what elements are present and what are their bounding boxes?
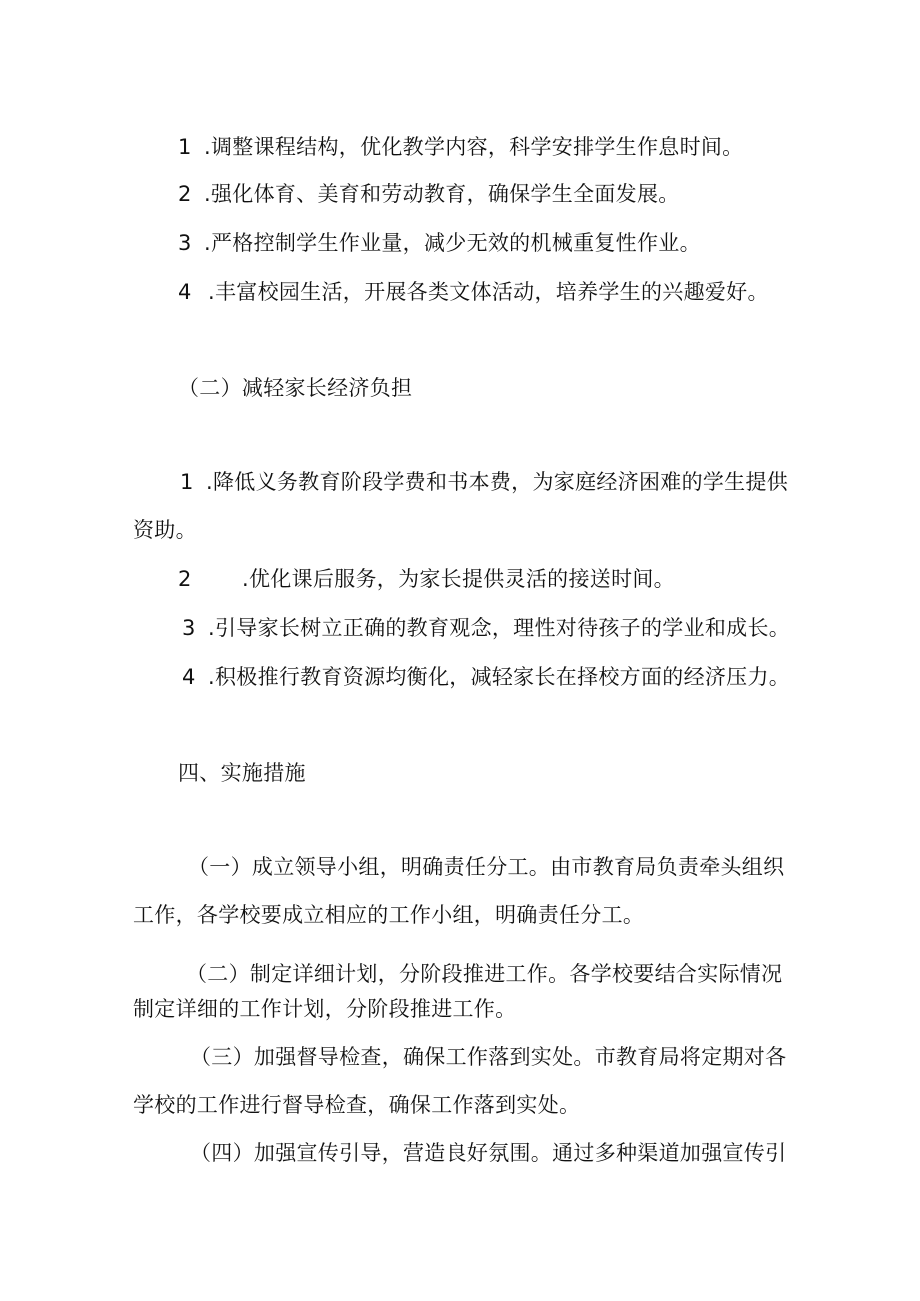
list-item [178,565,675,593]
list-item-text: .丰富校园生活，开展各类文体活动，培养学生的兴趣爱好。 [208,280,769,304]
list-item-number: 2 [178,182,192,206]
list-item-text: .积极推行教育资源均衡化，减轻家长在择校方面的经济压力。 [208,665,791,689]
list-item [178,278,769,306]
paragraph-line: 工作，各学校要成立相应的工作小组，明确责任分工。 [133,903,645,927]
list-item [178,133,743,161]
paragraph-line: （三）加强督导检查，确保工作落到实处。市教育局将定期对各 [190,1045,787,1069]
list-item-number: 3 [178,231,192,255]
list-item-text: .优化课后服务，为家长提供灵活的接送时间。 [242,567,675,591]
list-item-number: 3 [182,616,196,640]
list-item-text: .引导家长树立正确的教育观念，理性对待孩子的学业和成长。 [208,616,791,640]
list-item-text: .严格控制学生作业量，减少无效的机械重复性作业。 [204,231,701,255]
list-item-number: 1 [178,135,192,159]
paragraph-line: 制定详细的工作计划，分阶段推进工作。 [133,997,517,1021]
list-item [180,468,788,496]
section-heading: 四、实施措施 [178,761,306,785]
list-item-number: 4 [178,280,192,304]
paragraph-line: （二）制定详细计划，分阶段推进工作。各学校要结合实际情况 [186,962,783,986]
list-item-number: 1 [180,470,194,494]
list-item-number: 4 [182,665,196,689]
list-item [178,180,680,208]
subsection-heading: （二）减轻家长经济负担 [178,376,413,400]
list-item [178,229,701,257]
list-item [182,663,790,691]
paragraph-line: 学校的工作进行督导检查，确保工作落到实处。 [133,1093,581,1117]
list-item-continuation: 资助。 [133,518,197,542]
list-item-number: 2 [178,567,192,591]
list-item-text: .强化体育、美育和劳动教育，确保学生全面发展。 [204,182,680,206]
list-item [182,614,790,642]
paragraph-line: （四）加强宣传引导，营造良好氛围。通过多种渠道加强宣传引 [190,1141,787,1165]
paragraph-line: （一）成立领导小组，明确责任分工。由市教育局负责牵头组织 [188,855,785,879]
list-item-text: .调整课程结构，优化教学内容，科学安排学生作息时间。 [204,135,744,159]
list-item-text: .降低义务教育阶段学费和书本费，为家庭经济困难的学生提供 [206,470,789,494]
